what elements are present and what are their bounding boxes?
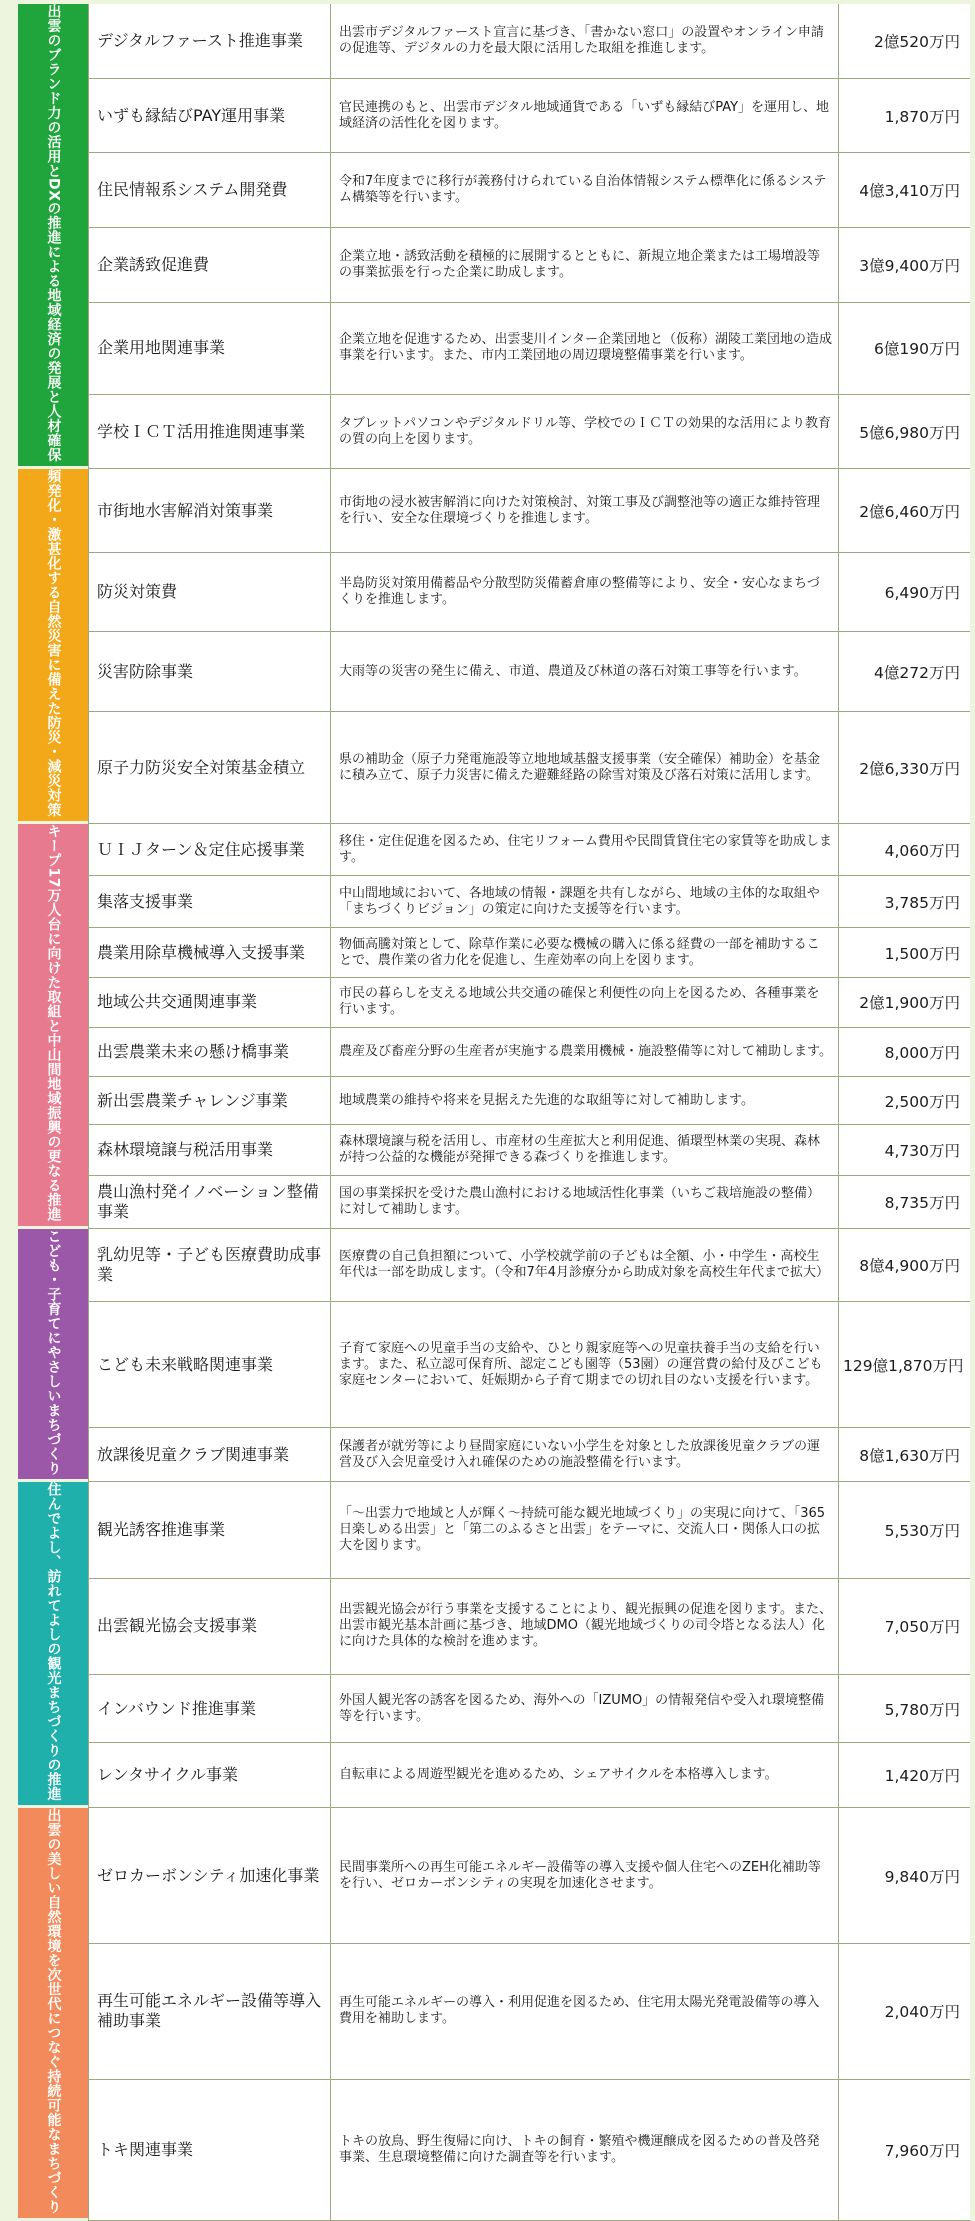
project-amount: 1,870万円 (838, 79, 970, 154)
budget-body (18, 4, 970, 2221)
budget-row (18, 876, 970, 928)
project-amount: 6,490万円 (838, 553, 970, 633)
project-amount: 8億4,900万円 (838, 1229, 970, 1302)
budget-row (18, 553, 970, 633)
project-name: 再生可能エネルギー設備等導入補助事業 (88, 1944, 330, 2080)
project-name: 地域公共交通関連事業 (88, 978, 330, 1028)
budget-row (18, 79, 970, 154)
budget-row (18, 1482, 970, 1578)
project-description: 森林環境譲与税を活用し、市産材の生産拡大と利用促進、循環型林業の実現、森林が持つ公益的な機能が発揮できる森づくりを推進します。 (330, 1125, 838, 1176)
project-description: 中山間地域において、各地域の情報・課題を共有しながら、地域の主体的な取組や「まちづくりビジョン」の策定に向けた支援等を行います。 (330, 876, 838, 928)
project-name: 新出雲農業チャレンジ事業 (88, 1077, 330, 1124)
project-amount: 8,000万円 (838, 1028, 970, 1078)
project-description: 出雲市デジタルファースト宣言に基づき、「書かない窓口」の設置やオンライン申請の促進等、デジタルの力を最大限に活用した取組を推進します。 (330, 4, 838, 79)
category-label: キープ17万人台に向けた取組と中山間地域振興の更なる推進 (45, 824, 62, 1222)
budget-row (18, 228, 970, 303)
category-cell (18, 1229, 88, 1483)
budget-table (18, 4, 970, 2221)
project-name: 住民情報系システム開発費 (88, 153, 330, 228)
budget-row (18, 153, 970, 228)
budget-row (18, 632, 970, 712)
budget-row (18, 1028, 970, 1078)
project-description: 半島防災対策用備蓄品や分散型防災備蓄倉庫の整備等により、安全・安心なまちづくりを推進します。 (330, 553, 838, 633)
project-name: インバウンド推進事業 (88, 1675, 330, 1743)
project-description: 自転車による周遊型観光を進めるため、シェアサイクルを本格導入します。 (330, 1743, 838, 1808)
project-name: 市街地水害解消対策事業 (88, 469, 330, 552)
budget-row (18, 1125, 970, 1176)
project-amount: 2,500万円 (838, 1077, 970, 1124)
project-name: 農業用除草機械導入支援事業 (88, 928, 330, 978)
project-description: 子育て家庭への児童手当の支給や、ひとり親家庭等への児童扶養手当の支給を行います。また、私立認可保育所、認定こども園等（53園）の運営費の給付及びこども家庭センターにおいて、妊娠期から子育て期までの切れ目のない支援を行います。 (330, 1302, 838, 1429)
project-name: 出雲農業未来の懸け橋事業 (88, 1028, 330, 1078)
category-label: こども・子育てにやさしいまちづくり (45, 1228, 62, 1476)
project-name: こども未来戦略関連事業 (88, 1302, 330, 1429)
project-name: 学校ＩＣＴ活用推進関連事業 (88, 395, 330, 470)
project-description: 国の事業採択を受けた農山漁村における地域活性化事業（いちご栽培施設の整備）に対して補助します。 (330, 1176, 838, 1229)
category-cell (18, 1808, 88, 2221)
budget-row (18, 1808, 970, 1944)
budget-row (18, 1302, 970, 1429)
project-name: レンタサイクル事業 (88, 1743, 330, 1808)
project-amount: 2億6,330万円 (838, 712, 970, 824)
project-name: 出雲観光協会支援事業 (88, 1579, 330, 1675)
project-name: デジタルファースト推進事業 (88, 4, 330, 79)
project-description: 物価高騰対策として、除草作業に必要な機械の購入に係る経費の一部を補助することで、農作業の省力化を促進し、生産効率の向上を図ります。 (330, 928, 838, 978)
budget-row (18, 4, 970, 79)
budget-row (18, 1428, 970, 1482)
budget-row (18, 1229, 970, 1302)
project-name: 農山漁村発イノベーション整備事業 (88, 1176, 330, 1229)
project-amount: 9,840万円 (838, 1808, 970, 1944)
project-amount: 3億9,400万円 (838, 228, 970, 303)
project-name: ＵＩＪターン＆定住応援事業 (88, 824, 330, 876)
project-name: ゼロカーボンシティ加速化事業 (88, 1808, 330, 1944)
project-amount: 8,735万円 (838, 1176, 970, 1229)
project-description: 民間事業所への再生可能エネルギー設備等の導入支援や個人住宅へのZEH化補助等を行い、ゼロカーボンシティの実現を加速化させます。 (330, 1808, 838, 1944)
budget-row (18, 712, 970, 824)
budget-row (18, 2080, 970, 2221)
category-label: 住んでよし、訪れてよしの観光まちづくりの推進 (45, 1482, 62, 1802)
project-name: 放課後児童クラブ関連事業 (88, 1428, 330, 1482)
project-description: 医療費の自己負担額について、小学校就学前の子どもは全額、小・中学生・高校生年代は一部を助成します。（令和7年4月診療分から助成対象を高校生年代まで拡大） (330, 1229, 838, 1302)
project-name: 防災対策費 (88, 553, 330, 633)
category-label: 出雲のブランド力の活用とDXの推進による地域経済の発展と人材確保 (45, 4, 62, 463)
budget-row (18, 1743, 970, 1808)
project-description: 市街地の浸水被害解消に向けた対策検討、対策工事及び調整池等の適正な維持管理を行い、安全な住環境づくりを推進します。 (330, 469, 838, 552)
category-cell (18, 469, 88, 824)
project-amount: 4,060万円 (838, 824, 970, 876)
project-description: 令和7年度までに移行が義務付けられている自治体情報システム標準化に係るシステム構築等を行います。 (330, 153, 838, 228)
project-name: トキ関連事業 (88, 2080, 330, 2221)
project-description: 「～出雲力で地域と人が輝く～持続可能な観光地域づくり」の実現に向けて、「365日楽しめる出雲」と「第二のふるさと出雲」をテーマに、交流人口・関係人口の拡大を図ります。 (330, 1482, 838, 1578)
budget-row (18, 303, 970, 395)
project-amount: 8億1,630万円 (838, 1428, 970, 1482)
project-description: 農産及び畜産分野の生産者が実施する農業用機械・施設整備等に対して補助します。 (330, 1028, 838, 1078)
project-amount: 5,780万円 (838, 1675, 970, 1743)
project-description: 官民連携のもと、出雲市デジタル地域通貨である「いずも縁結びPAY」を運用し、地域経済の活性化を図ります。 (330, 79, 838, 154)
category-label: 頻発化・激甚化する自然災害に備えた防災・減災対策 (45, 469, 62, 818)
project-name: 企業用地関連事業 (88, 303, 330, 395)
category-cell (18, 4, 88, 469)
budget-row (18, 1579, 970, 1675)
budget-row (18, 1077, 970, 1124)
budget-row (18, 395, 970, 470)
budget-row (18, 824, 970, 876)
project-description: 市民の暮らしを支える地域公共交通の確保と利便性の向上を図るため、各種事業を行います。 (330, 978, 838, 1028)
project-name: 企業誘致促進費 (88, 228, 330, 303)
project-description: 再生可能エネルギーの導入・利用促進を図るため、住宅用太陽光発電設備等の導入費用を補助します。 (330, 1944, 838, 2080)
budget-row (18, 1176, 970, 1229)
budget-row (18, 978, 970, 1028)
project-amount: 129億1,870万円 (838, 1302, 970, 1429)
project-name: 集落支援事業 (88, 876, 330, 928)
project-amount: 6億190万円 (838, 303, 970, 395)
project-description: タブレットパソコンやデジタルドリル等、学校でのＩＣＴの効果的な活用により教育の質の向上を図ります。 (330, 395, 838, 470)
project-amount: 2億520万円 (838, 4, 970, 79)
project-amount: 7,050万円 (838, 1579, 970, 1675)
project-amount: 5億6,980万円 (838, 395, 970, 470)
project-amount: 4億3,410万円 (838, 153, 970, 228)
project-description: 出雲観光協会が行う事業を支援することにより、観光振興の促進を図ります。また、出雲市観光基本計画に基づき、地域DMO（観光地域づくりの司令塔となる法人）化に向けた具体的な検討を進めます。 (330, 1579, 838, 1675)
project-amount: 4億272万円 (838, 632, 970, 712)
project-description: 企業立地・誘致活動を積極的に展開するとともに、新規立地企業または工場増設等の事業拡張を行った企業に助成します。 (330, 228, 838, 303)
project-name: いずも縁結びPAY運用事業 (88, 79, 330, 154)
category-cell (18, 1482, 88, 1808)
budget-row (18, 928, 970, 978)
budget-row (18, 1675, 970, 1743)
project-description: 企業立地を促進するため、出雲斐川インター企業団地と（仮称）湖陵工業団地の造成事業を行います。また、市内工業団地の周辺環境整備事業を行います。 (330, 303, 838, 395)
budget-row (18, 469, 970, 552)
project-description: 地域農業の維持や将来を見据えた先進的な取組等に対して補助します。 (330, 1077, 838, 1124)
project-amount: 1,420万円 (838, 1743, 970, 1808)
project-amount: 7,960万円 (838, 2080, 970, 2221)
project-description: 外国人観光客の誘客を図るため、海外への「IZUMO」の情報発信や受入れ環境整備等を行います。 (330, 1675, 838, 1743)
project-amount: 5,530万円 (838, 1482, 970, 1578)
project-description: 大雨等の災害の発生に備え、市道、農道及び林道の落石対策工事等を行います。 (330, 632, 838, 712)
budget-row (18, 1944, 970, 2080)
project-description: トキの放鳥、野生復帰に向け、トキの飼育・繁殖や機運醸成を図るための普及啓発事業、生息環境整備に向けた調査等を行います。 (330, 2080, 838, 2221)
project-name: 乳幼児等・子ども医療費助成事業 (88, 1229, 330, 1302)
project-amount: 1,500万円 (838, 928, 970, 978)
project-name: 観光誘客推進事業 (88, 1482, 330, 1578)
project-name: 原子力防災安全対策基金積立 (88, 712, 330, 824)
project-description: 県の補助金（原子力発電施設等立地地域基盤支援事業（安全確保）補助金）を基金に積み立て、原子力災害に備えた避難経路の除雪対策及び落石対策に活用します。 (330, 712, 838, 824)
project-description: 保護者が就労等により昼間家庭にいない小学生を対象とした放課後児童クラブの運営及び入会児童受け入れ確保のための施設整備を行います。 (330, 1428, 838, 1482)
project-amount: 2億6,460万円 (838, 469, 970, 552)
project-description: 移住・定住促進を図るため、住宅リフォーム費用や民間賃貸住宅の家賃等を助成します。 (330, 824, 838, 876)
project-name: 森林環境譲与税活用事業 (88, 1125, 330, 1176)
category-label: 出雲の美しい自然環境を次世代につなぐ持続可能なまちづくり (45, 1808, 62, 2215)
project-amount: 3,785万円 (838, 876, 970, 928)
project-amount: 2億1,900万円 (838, 978, 970, 1028)
category-cell (18, 824, 88, 1228)
project-amount: 4,730万円 (838, 1125, 970, 1176)
project-name: 災害防除事業 (88, 632, 330, 712)
project-amount: 2,040万円 (838, 1944, 970, 2080)
